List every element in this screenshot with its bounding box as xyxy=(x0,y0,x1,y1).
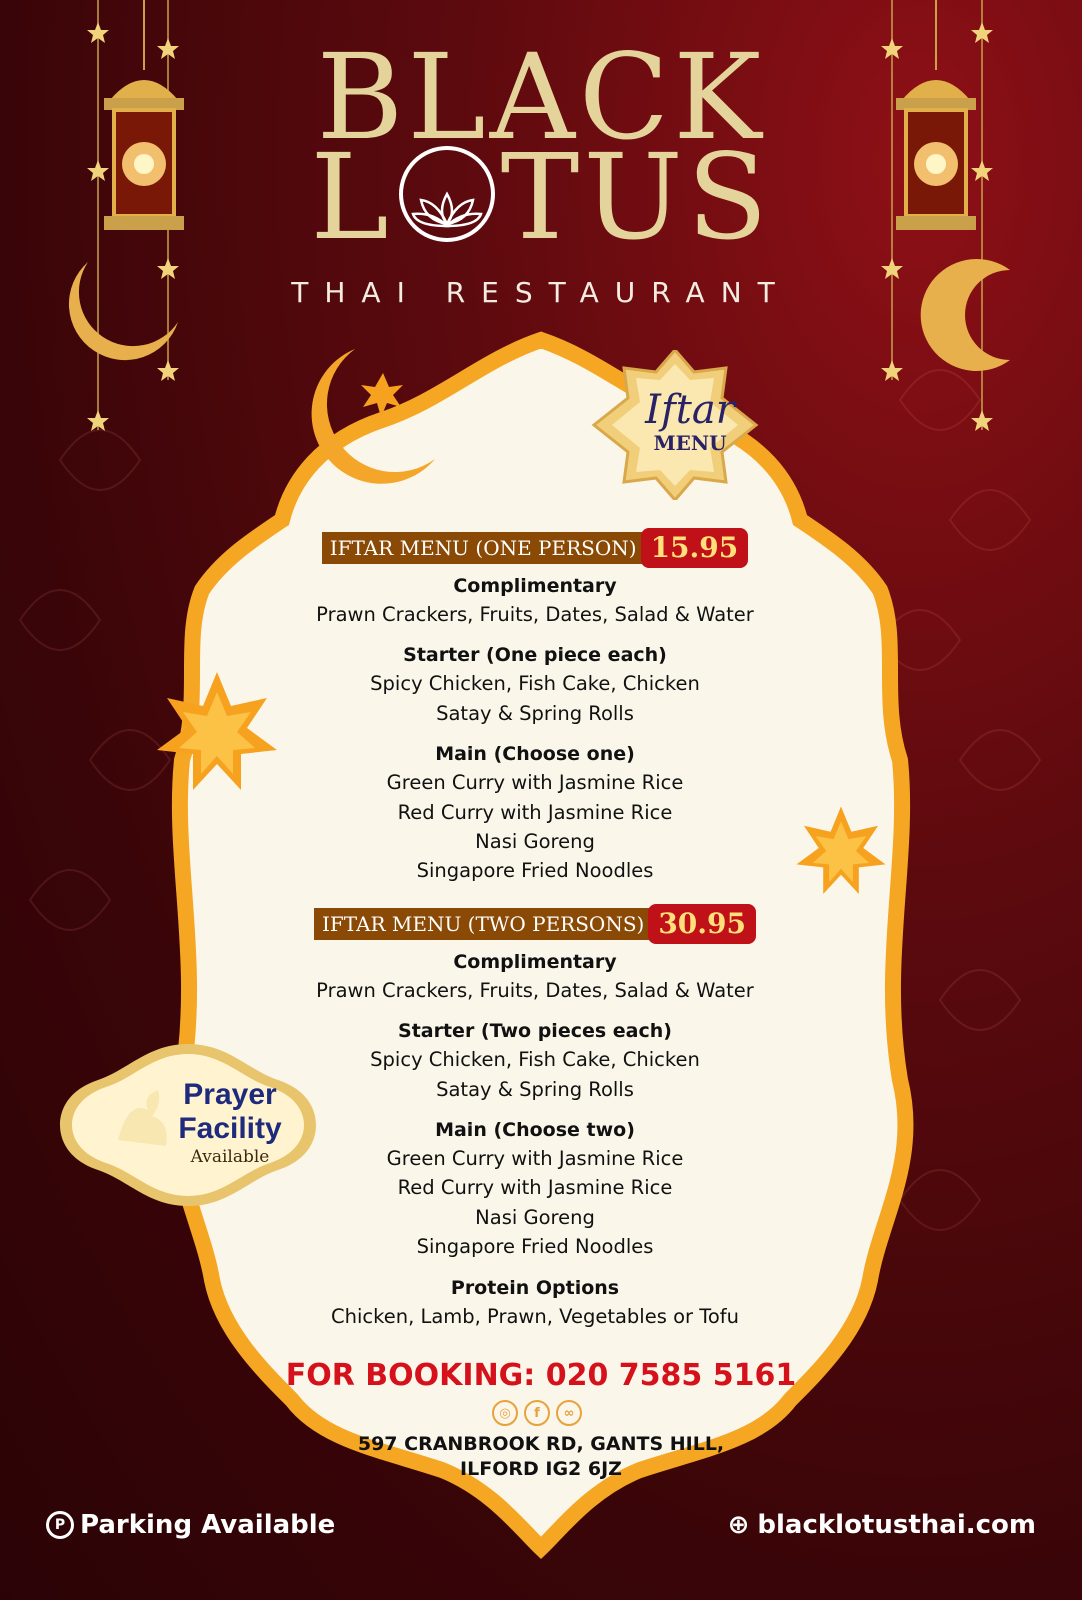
left-star-ornament-icon xyxy=(155,670,279,794)
parking-icon: P xyxy=(46,1511,74,1539)
brand-letter-l: L xyxy=(310,128,393,266)
menu-two-section-title: Starter (Two pieces each) xyxy=(398,1020,672,1043)
brand-letters-tus: TUS xyxy=(500,128,772,266)
menu-two-header xyxy=(285,904,785,944)
crescent-moon-icon xyxy=(285,345,445,495)
parking-info xyxy=(46,1510,335,1540)
menu-two-price: 30.95 xyxy=(648,904,756,944)
menu-one-item: Prawn Crackers, Fruits, Dates, Salad & Water xyxy=(316,603,754,626)
menu-one-item: Satay & Spring Rolls xyxy=(436,701,634,725)
menu-two-item: Prawn Crackers, Fruits, Dates, Salad & Water xyxy=(316,978,754,1002)
address-line1: 597 CRANBROOK RD, GANTS HILL, xyxy=(357,1433,725,1455)
prayer-line1: Prayer xyxy=(183,1078,277,1111)
menu-one-section-title: Starter (One piece each) xyxy=(403,644,667,667)
menu-one-item: Singapore Fried Noodles xyxy=(416,859,654,883)
iftar-badge xyxy=(620,388,760,454)
menu-one-price: 15.95 xyxy=(641,528,749,568)
menu-two-item: Chicken, Lamb, Prawn, Vegetables or Tofu xyxy=(331,1304,739,1328)
iftar-badge-label: MENU xyxy=(653,431,727,455)
menu-two-title: IFTAR MENU (TWO PERSONS) xyxy=(314,908,652,940)
globe-icon: ⊕ xyxy=(727,1510,750,1540)
website-label[interactable]: blacklotusthai.com xyxy=(757,1510,1036,1540)
menu-two-item: Singapore Fried Noodles xyxy=(416,1235,654,1259)
menu-content xyxy=(285,528,785,1331)
menu-two-section-title: Main (Choose two) xyxy=(435,1119,635,1142)
prayer-line3: Available xyxy=(190,1147,270,1167)
booking-phone[interactable]: FOR BOOKING: 020 7585 5161 xyxy=(285,1358,797,1393)
menu-two-item: Spicy Chicken, Fish Cake, Chicken xyxy=(370,1048,700,1072)
menu-two-section-title: Protein Options xyxy=(450,1276,620,1299)
parking-label: Parking Available xyxy=(80,1510,336,1540)
menu-one-section-title: Main (Choose one) xyxy=(435,743,635,766)
menu-two-item: Satay & Spring Rolls xyxy=(436,1077,634,1101)
menu-two-section-title: Complimentary xyxy=(453,950,617,973)
website-link[interactable] xyxy=(728,1510,1036,1540)
social-icons xyxy=(492,1400,582,1426)
brand-title-line1: BLACK xyxy=(316,28,766,166)
tripadvisor-icon[interactable]: ∞ xyxy=(556,1400,582,1426)
menu-one-header xyxy=(285,528,785,568)
facebook-icon[interactable]: f xyxy=(524,1400,550,1426)
brand-tagline: THAI RESTAURANT xyxy=(291,276,791,309)
menu-one-item: Spicy Chicken, Fish Cake, Chicken xyxy=(370,672,700,696)
menu-one-section-title: Complimentary xyxy=(453,575,617,597)
prayer-line2: Facility xyxy=(178,1112,282,1145)
menu-one-title: IFTAR MENU (ONE PERSON) xyxy=(322,532,645,564)
menu-one-item: Nasi Goreng xyxy=(475,830,595,854)
prayer-badge xyxy=(150,1078,310,1168)
instagram-icon[interactable]: ◎ xyxy=(492,1400,518,1426)
menu-two-item: Green Curry with Jasmine Rice xyxy=(386,1147,684,1171)
address xyxy=(0,1432,1082,1482)
address-line2: ILFORD IG2 6JZ xyxy=(460,1458,622,1480)
right-star-ornament-icon xyxy=(795,805,887,897)
menu-two-item: Nasi Goreng xyxy=(475,1205,595,1229)
menu-two-item: Red Curry with Jasmine Rice xyxy=(397,1176,673,1200)
menu-one-item: Red Curry with Jasmine Rice xyxy=(397,800,673,824)
iftar-badge-script: Iftar xyxy=(645,387,735,433)
menu-one-item: Green Curry with Jasmine Rice xyxy=(386,771,684,795)
